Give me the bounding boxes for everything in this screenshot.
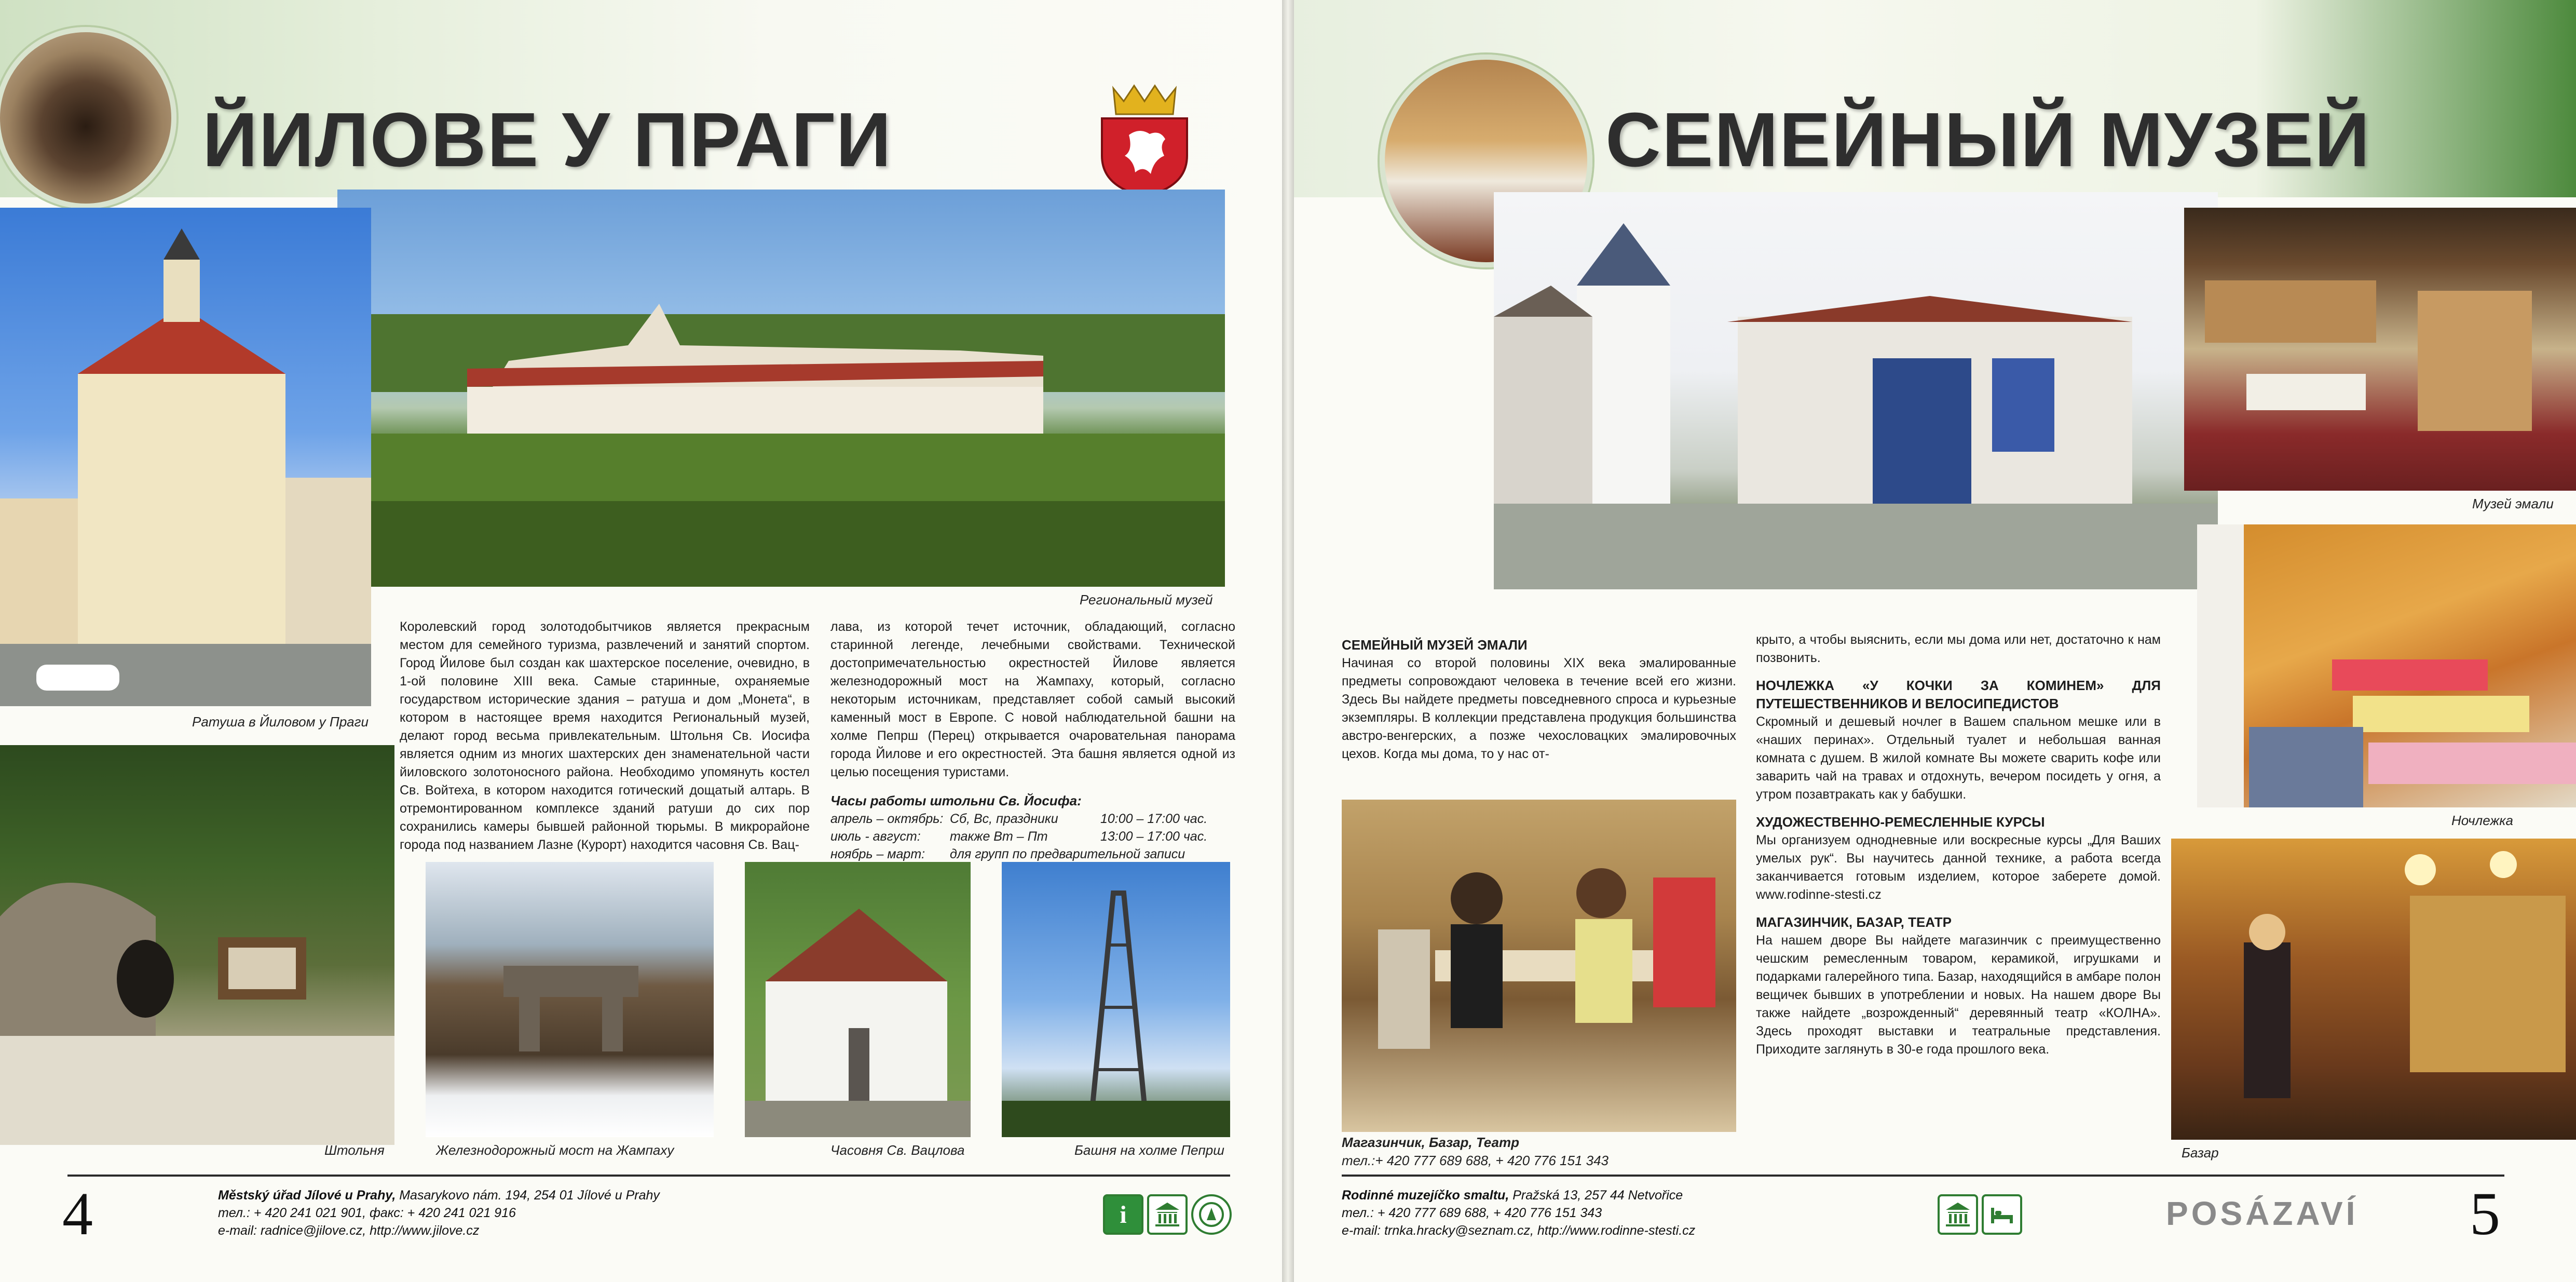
right-contact-phone: тел.: + 420 777 689 688, + 420 776 151 343 — [1342, 1206, 1602, 1220]
mine-hours-table — [830, 810, 1235, 863]
enamel-museum-caption: Музей эмали — [2472, 496, 2554, 511]
enamel-museum-heading: СЕМЕЙНЫЙ МУЗЕЙ ЭМАЛИ — [1342, 637, 1528, 653]
hours-time: 13:00 – 17:00 час. — [1100, 829, 1208, 844]
hours-days: для групп по предварительной записи — [950, 847, 1185, 861]
enamel-museum-photo — [2184, 208, 2576, 491]
hours-row — [830, 845, 1235, 863]
left-col1-paragraph: Королевский город золотодобытчиков является прекрасным местом для семейного туризма, развлечений и занятий спортом. Город Йилове был создан как шахтерское поселение, очевидно, в 1-ой половине XIII века. Самые старинные, охраняемые государством исторические здания – ратуша и дом „Монета“, в котором в настоящее время находится Региональный музей, делают город весьма привлекательным. Штольня Св. Иосифа является одним из многих шахтерских ден знаменательной части йиловского золотоносного района. Необходимо упомянуть костел Св. Войтеха, в котором находится готический дощатый алтарь. В отремонтированном комплексе зданий ратуши до сих пор сохранились камеры бывшей районной тюрьмы. В микрорайоне города под названием Лазне (Курорт) находится часовня Св. Вац- — [400, 619, 810, 852]
right-page-title: СЕМЕЙНЫЙ МУЗЕЙ — [1605, 97, 2371, 183]
museum-courtyard-photo — [1494, 192, 2218, 589]
info-icon-glyph: i — [1120, 1200, 1127, 1229]
mine-caption: Штольня — [324, 1142, 385, 1158]
right-text-column-2 — [1756, 631, 2161, 1068]
page-gutter — [1282, 0, 1294, 1282]
bridge-caption: Железнодорожный мост на Жампаху — [436, 1142, 674, 1158]
museum-icon — [1938, 1194, 1978, 1235]
coat-of-arms-icon — [1093, 78, 1196, 197]
info-icon — [1103, 1194, 1143, 1235]
right-text-column-1 — [1342, 631, 1736, 773]
right-contact-email[interactable]: e-mail: trnka.hracky@seznam.cz, http://www.rodinne-stesti.cz — [1342, 1223, 1696, 1238]
hours-period: июль - август: — [830, 829, 921, 844]
left-contact-org: Městský úřad Jílové u Prahy, — [218, 1188, 396, 1203]
chapel-photo — [745, 862, 971, 1137]
lookout-tower-photo — [1002, 862, 1230, 1137]
hours-days: Сб, Вс, праздники — [950, 812, 1058, 826]
hours-days: также Вт – Пт — [950, 829, 1048, 844]
railway-bridge-photo — [426, 862, 714, 1137]
posazavi-brand-logo: POSÁZAVÍ — [2166, 1195, 2359, 1232]
right-contact-line-1 — [1342, 1186, 1695, 1204]
left-contact-line-1 — [218, 1186, 660, 1204]
left-contact-phone: тел.: + 420 241 021 901, факс: + 420 241 021 916 — [218, 1206, 516, 1220]
left-page-number: 4 — [62, 1180, 93, 1248]
town-hall-caption: Ратуша в Йиловом у Праги — [192, 714, 369, 730]
left-contact-email[interactable]: e-mail: radnice@jilove.cz, http://www.jilove.cz — [218, 1223, 480, 1238]
left-contact-block — [218, 1186, 660, 1239]
shop-heading: МАГАЗИНЧИК, БАЗАР, ТЕАТР — [1756, 914, 1952, 930]
left-text-column-2 — [830, 618, 1235, 863]
lodging-icon — [1982, 1194, 2022, 1235]
mine-entrance-photo — [0, 745, 394, 1145]
bazaar-photo — [2171, 839, 2576, 1140]
right-contact-org: Rodinné muzejíčko smaltu, — [1342, 1188, 1509, 1203]
hiking-icon — [1191, 1194, 1232, 1235]
left-page — [0, 0, 1282, 1282]
regional-museum-caption: Региональный музей — [1080, 592, 1213, 608]
lodging-photo — [2197, 524, 2576, 807]
right-footer-rule — [1342, 1175, 2504, 1177]
right-contact-address: Pražská 13, 257 44 Netvořice — [1509, 1188, 1683, 1203]
left-text-column-1 — [400, 618, 810, 863]
lodging-heading: НОЧЛЕЖКА «У КОЧКИ ЗА КОМИНЕМ» ДЛЯ ПУТЕШЕСТВЕННИКОВ И ВЕЛОСИПЕДИСТОВ — [1756, 678, 2161, 711]
shop-text: На нашем дворе Вы найдете магазинчик с преимущественно чешским ремесленным товаром, керамикой, игрушками и подарками галерейного типа. Базар, находящийся в амбаре полон вещичек бывших в употреблении и новых. На нашем дворе Вы также найдете „возрожденный“ деревянный театр «КОЛНА». Здесь проходят выставки и театральные представления. Приходите заглянуть в 30-е года прошлого века. — [1756, 933, 2161, 1057]
hours-row — [830, 810, 1235, 828]
enamel-museum-text: Начиная со второй половины XIX века эмалированные предметы сопровождают человека в течение всей его жизни. Здесь Вы найдете предметы повседневного спроса и курьезные экземпляры. В коллекции представлена продукция большинства австро-венгерских, а позже чехословацких эмалировочных цехов. Когда мы дома, то у нас от- — [1342, 656, 1736, 761]
right-contact-block — [1342, 1186, 1695, 1239]
bazaar-caption: Базар — [2182, 1145, 2219, 1160]
workshop-photo — [1342, 800, 1736, 1132]
left-col2-paragraph: лава, из которой течет источник, обладающий, согласно старинной легенде, лечебными свойствами. Технической достопримечательностью окрестностей Йилове является железнодорожный мост на Жампаху, который, согласно некоторым источникам, представляет собой самый высокий каменный мост в Европе. С новой наблюдательной башни на холме Пепрш (Перец) открывается очаровательная панорама города Йилове и его окрестностей. Эта башня является одной из целью посещения туристами. — [830, 619, 1235, 779]
hours-time: 10:00 – 17:00 час. — [1100, 812, 1208, 826]
courses-text: Мы организуем однодневные или воскресные курсы „Для Ваших умелых рук“. Вы научитесь данной технике, а работа всегда заканчивается готовым изделием, которое заберете домой. www.rodinne-stesti.cz — [1756, 833, 2161, 902]
workshop-phone: тел.:+ 420 777 689 688, + 420 776 151 343 — [1342, 1153, 1609, 1168]
hours-period: апрель – октябрь: — [830, 812, 944, 826]
lodging-text: Скромный и дешевый ночлег в Вашем спальном мешке или в «наших перинах». Отдельный туалет и небольшая ванная комната с душем. В жилой комнате Вы можете сварить кофе или заварить чай на травах и отдохнуть, вечером посидеть у огня, а утром позавтракать как у бабушки. — [1756, 714, 2161, 802]
chapel-caption: Часовня Св. Вацлова — [830, 1142, 965, 1158]
mine-hours-title: Часы работы штольни Св. Йосифа: — [830, 793, 1082, 808]
workshop-caption: Магазинчик, Базар, Театр — [1342, 1135, 1519, 1150]
museum-icon — [1147, 1194, 1188, 1235]
right-page — [1294, 0, 2576, 1282]
town-hall-photo — [0, 208, 371, 706]
right-page-number: 5 — [2470, 1180, 2500, 1248]
courses-heading: ХУДОЖЕСТВЕННО-РЕМЕСЛЕННЫЕ КУРСЫ — [1756, 814, 2045, 830]
hours-row — [830, 828, 1235, 845]
left-page-title: ЙИЛОВЕ У ПРАГИ — [202, 97, 892, 183]
mine-tunnel-circle-photo — [0, 27, 176, 209]
left-contact-address: Masarykovo nám. 194, 254 01 Jílové u Prahy — [396, 1188, 660, 1203]
regional-museum-photo — [337, 190, 1225, 587]
tower-caption: Башня на холме Пепрш — [1074, 1142, 1224, 1158]
hours-period: ноябрь – март: — [830, 847, 925, 861]
enamel-museum-text-continued: крыто, а чтобы выяснить, если мы дома или нет, достаточно к нам позвонить. — [1756, 632, 2161, 665]
left-footer-rule — [67, 1175, 1230, 1177]
lodging-caption: Ночлежка — [2451, 813, 2513, 828]
